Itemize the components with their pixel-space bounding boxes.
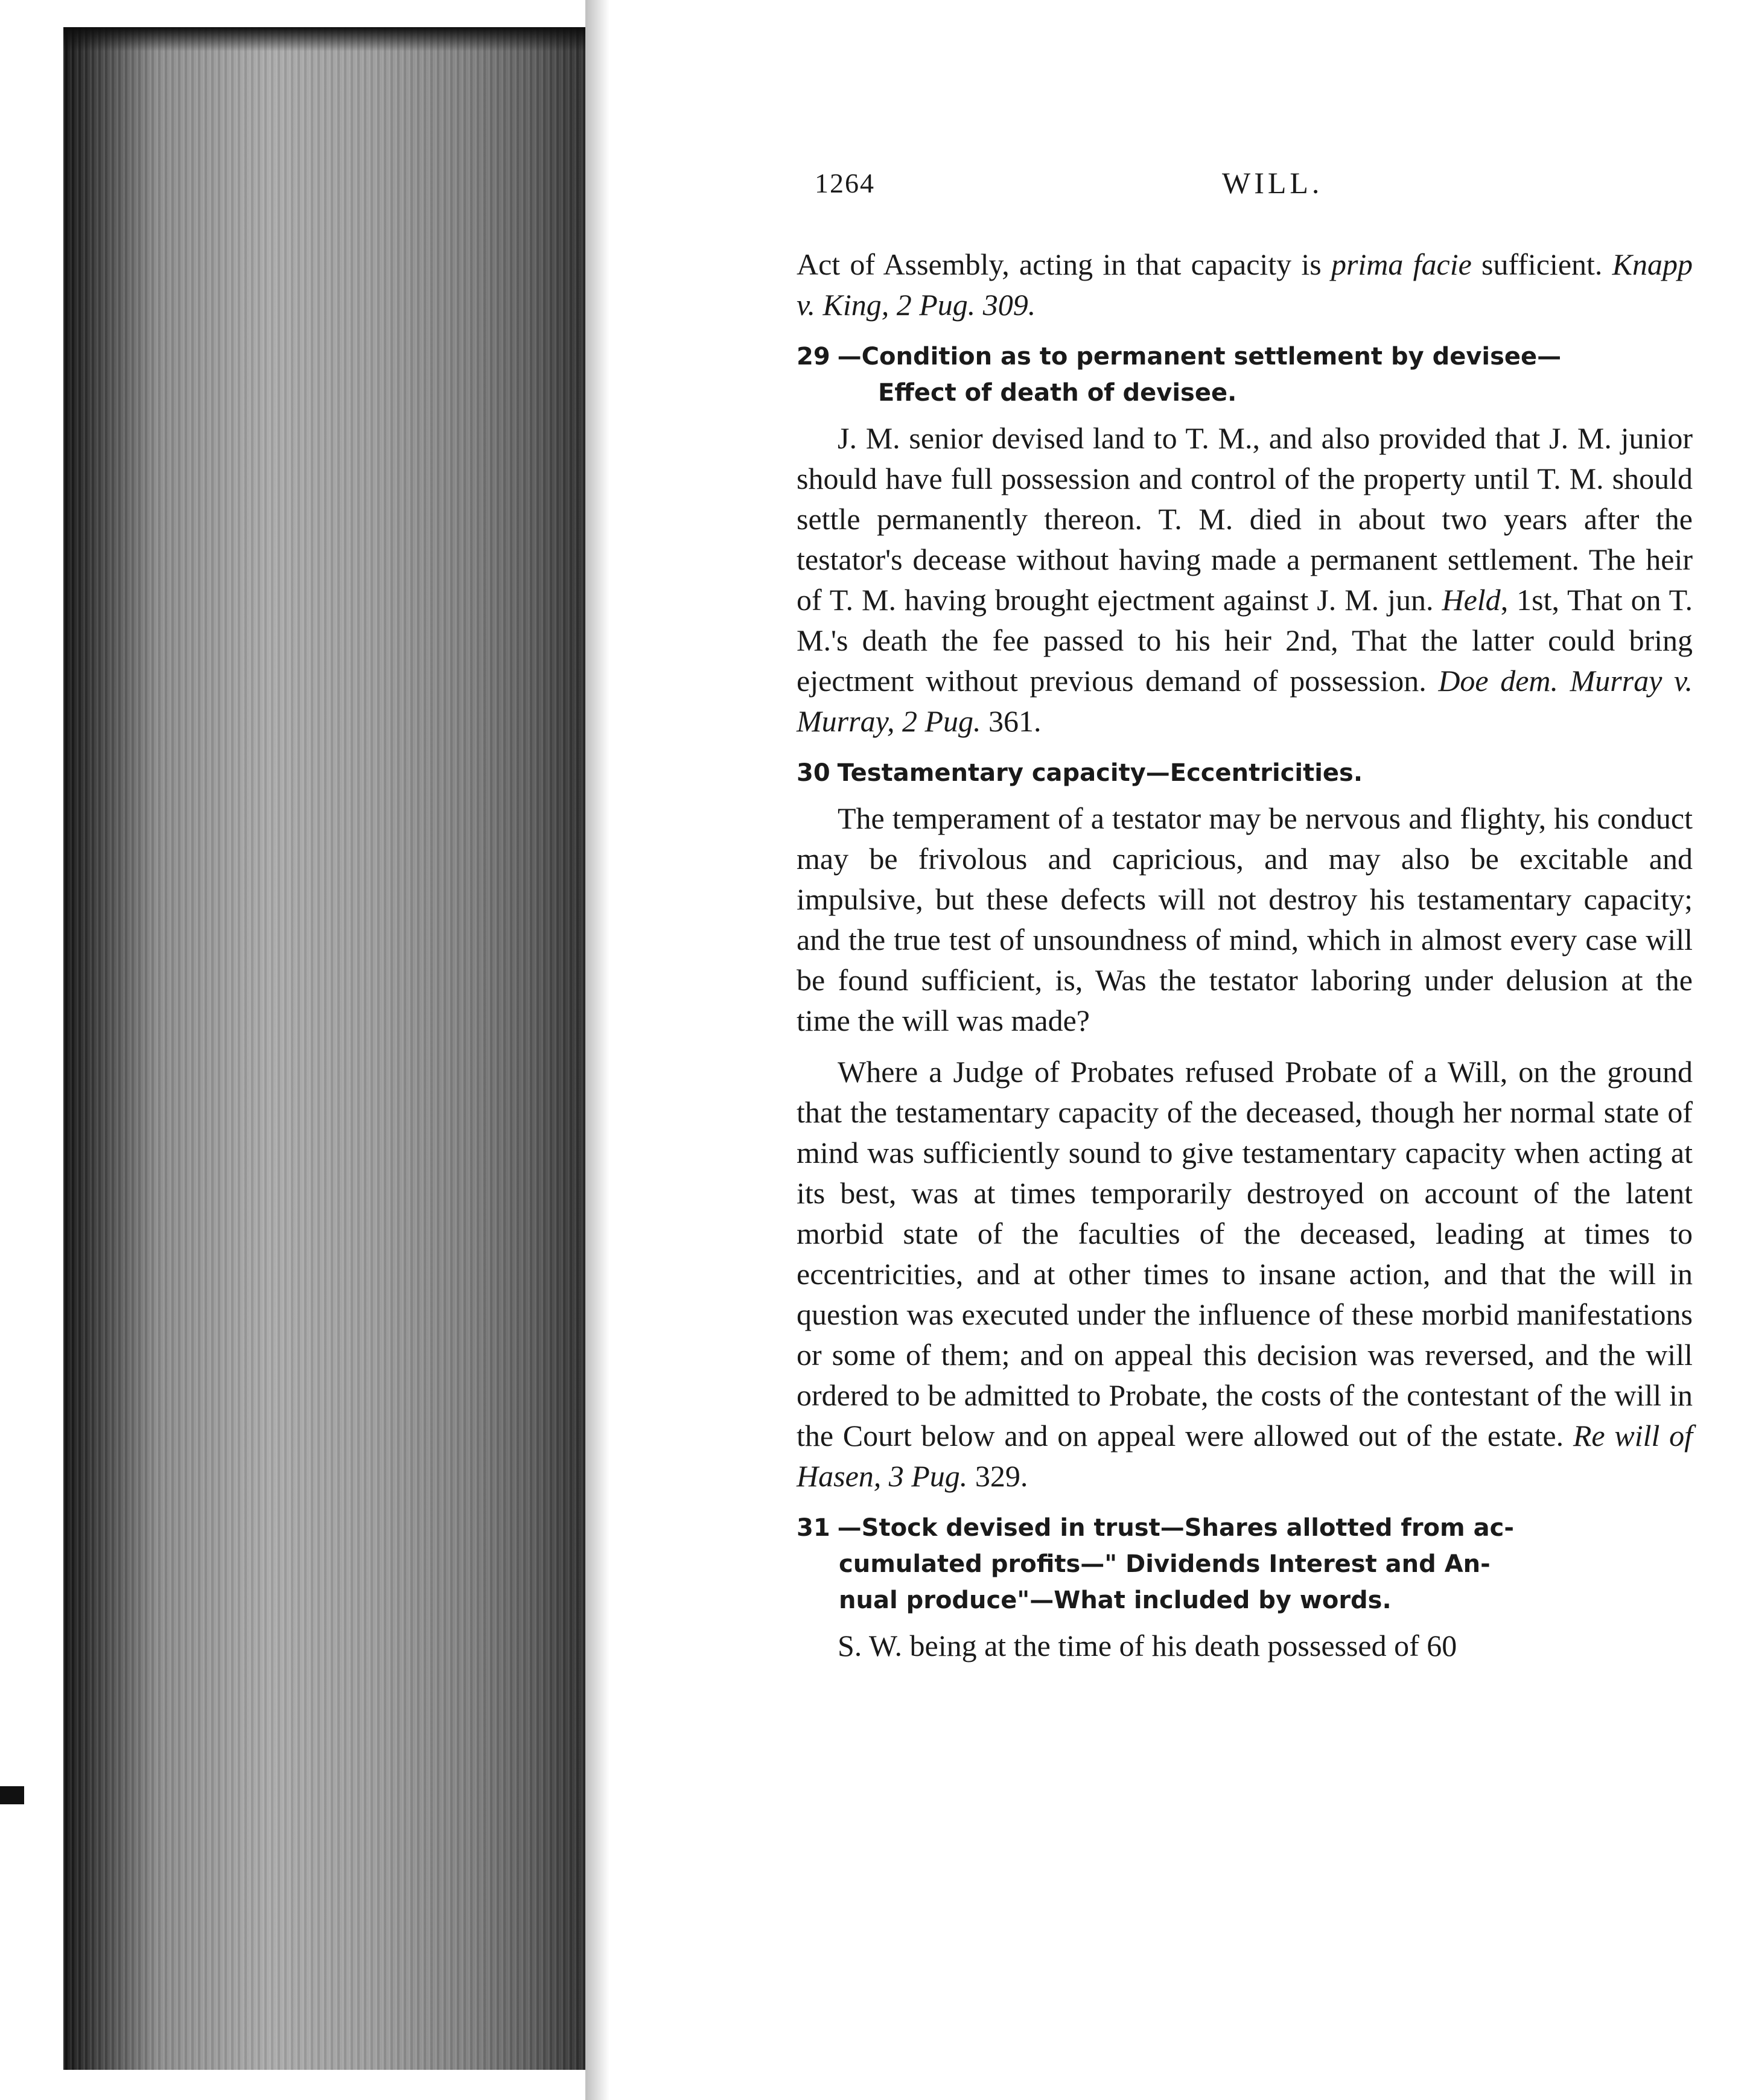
section-29-number: 29 — [797, 343, 830, 371]
book-edge-shadow — [63, 27, 585, 51]
running-head — [797, 163, 1693, 211]
section-30-case-page: 329. — [967, 1459, 1028, 1493]
section-30-case-citation: Re will of Hasen, 3 Pug. — [797, 1419, 1693, 1493]
book-page-edges — [63, 27, 585, 2070]
section-29-case-citation: Doe dem. Murray v. Murray, 2 Pug. — [797, 664, 1693, 738]
page-number: 1264 — [815, 168, 875, 199]
book-page — [797, 163, 1693, 1666]
section-31-heading-line-3: nual produce"—What included by words. — [839, 1586, 1392, 1614]
section-31-heading — [797, 1510, 1693, 1618]
section-29-case-page: 361. — [981, 704, 1042, 738]
running-title: WILL. — [1222, 166, 1323, 200]
section-29-held: Held — [1442, 583, 1501, 617]
section-30-number: 30 — [797, 759, 830, 787]
opening-paragraph — [797, 244, 1693, 325]
section-30-heading-text: Testamentary capacity—Eccentricities. — [837, 759, 1363, 787]
section-30-paragraph-2 — [797, 1052, 1693, 1497]
section-29-heading-line-2: Effect of death of devisee. — [878, 379, 1237, 407]
section-29-body-2: , 1st, That on T. M.'s death the fee passed to his heir 2nd, That the latter could bring ejectment without previous demand of possession. — [797, 583, 1693, 698]
section-29-heading — [797, 339, 1693, 411]
section-29-paragraph — [797, 418, 1693, 742]
section-29-body-1: J. M. senior devised land to T. M., and also provided that J. M. junior should have full possession and control of the property until T. M. should settle permanently thereon. T. M. died in about two years after the testator's decease without having made a permanent settlement. The heir of T. M. having brought ejectment against J. M. jun. — [797, 421, 1693, 617]
opening-latin-term: prima facie — [1331, 247, 1472, 281]
section-30-body: Where a Judge of Probates refused Probate of a Will, on the ground that the testamentary capacity of the deceased, though her normal state of mind was sufficiently sound to give testamentary capacity when acting at its best, was at times temporarily destroyed on account of the latent morbid state of the faculties of the deceased, leading at times to eccentricities, and at other times to insane action, and that the will in question was executed under the influence of these morbid manifestations or some of them; and on appeal this decision was reversed, and the will ordered to be admitted to Probate, the costs of the contestant of the will in the Court below and on appeal were allowed out of the estate. — [797, 1055, 1693, 1452]
section-31-paragraph: S. W. being at the time of his death possessed of 60 — [838, 1629, 1457, 1662]
section-30-heading — [797, 755, 1693, 791]
section-29-heading-line-1: —Condition as to permanent settlement by devisee— — [837, 343, 1562, 371]
section-31-number: 31 — [797, 1514, 830, 1542]
gutter-shadow — [585, 0, 609, 2100]
opening-text-2: sufficient. — [1471, 247, 1612, 281]
opening-case-citation: Knapp v. King, 2 Pug. 309. — [797, 247, 1693, 322]
scan-corner-mark — [0, 1786, 24, 1804]
section-31-heading-line-2: cumulated profits—" Dividends Interest and An- — [839, 1550, 1491, 1578]
section-30-paragraph-1: The temperament of a testator may be nervous and flighty, his conduct may be frivolous and capricious, and may also be excitable and impulsive, but these defects will not destroy his testamentary capacity; and the true test of unsoundness of mind, which in almost every case will be found sufficient, is, Was the testator laboring under delusion at the time the will was made? — [797, 801, 1693, 1037]
section-31-heading-line-1: —Stock devised in trust—Shares allotted from ac- — [837, 1514, 1514, 1542]
opening-text: Act of Assembly, acting in that capacity is — [797, 247, 1331, 281]
